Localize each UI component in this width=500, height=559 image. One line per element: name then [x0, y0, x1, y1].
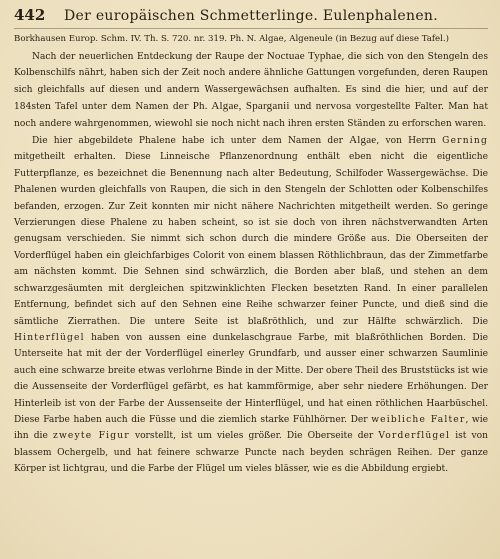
text-run: ist von blassem Ochergelb, und hat feinere schwarze Puncte nach beyden schrägen Reihen. Der ganze Körper ist lichtgrau, und die Farbe der Flügel um vieles blässer, wie es die Abbildung ergiebt.: [14, 431, 489, 475]
running-title: Der europäischen Schmetterlinge. Eulenphalenen.: [64, 8, 438, 24]
text-run: , die sich von den Stengeln des Kolbenschilfs nährt, haben sich der Zeit noch andere ähnliche Gattungen vorgefunden, deren Raupen sich gleichfalls auf diesen und andern Wassergewächsen aufhalten. Es sind die hier, und auf der 184sten Tafel unter dem Namen der: [14, 52, 488, 113]
text-run: Nach der neuerlichen Entdeckung der Raupe der: [32, 52, 267, 62]
spaced-emphasis: Hinterflügel: [14, 332, 85, 343]
page-header: [14, 6, 488, 29]
latin-name: Noctuae Typhae: [266, 50, 342, 62]
spaced-emphasis: Gerning: [442, 136, 488, 147]
spaced-emphasis: weibliche Falter: [371, 414, 466, 425]
latin-name: Algae: [349, 134, 377, 147]
text-run: mitgetheilt erhalten. Diese Linneische Pflanzenordnung enthält eben nicht die eigentliche Futterpflanze, es bezeichnet die Benennung nach alter Bedeutung, Schilfoder Wassergewächse. Die Phalenen wurden gleichfalls von Raupen, die sich in den Stengeln der Schlotten oder Kolbenschilfes befanden, erzogen. Zur Zeit konnten mir nicht nähere Nachrichten mitgetheilt werden. So geringe Verzierungen diese Phalene zu haben scheint, so ist sie doch von ihren nächstverwandten Arten genugsam verschieden. Sie nimmt sich schon durch die mindere Größe aus. Die Oberseiten der Vorderflügel haben ein gleichfarbiges Colorit von einem blassen Röthlichbraun, das der Zimmetfarbe am nächsten kommt. Die Sehnen sind schwärzlich, die Borden aber blaß, und stehen an dem schwarzgesäumten mit dergleichen spitzwinklichten Flecken besetzten Rand. In einer parallelen Entfernung, befindet sich auf den Sehnen eine Reihe schwarzer feiner Puncte, und dieß sind die sämtliche Zierrathen. Die untere Seite ist blaßröthlich, und zur Hälfte schwärzlich. Die: [14, 152, 488, 327]
page-number: 442: [14, 6, 46, 24]
text-run: Die hier abgebildete Phalene habe ich unter dem Namen der: [32, 136, 350, 147]
text-run: , von Herrn: [376, 136, 443, 147]
latin-name: nervosa: [315, 100, 352, 113]
citation: Borkhausen Europ. Schm. IV. Th. S. 720. nr. 319. Ph. N. Algae, Algeneule (in Bezug auf diese Tafel.): [14, 34, 449, 44]
spaced-emphasis: Vorderflügel: [378, 431, 451, 442]
paragraph-description: [14, 132, 488, 478]
text-run: vorstellt, ist um vieles größer. Die Oberseite der: [129, 431, 379, 442]
spaced-emphasis: zweyte Figur: [52, 431, 130, 442]
text-run: haben von aussen eine dunkelaschgraue Farbe, mit blaßröthlichen Borden. Die Unterseite hat mit der der Vorderflügel einerley Grundfarb, und ausser einer schwarzen Saumlinie auch eine schwarze breite etwas verlohrne Binde in der Mitte. Der obere Theil des Bruststücks ist wie die Aussenseite der Vorderflügel gefärbt, es hat kammförmige, aber sehr niedere Erhöhungen. Der Hinterleib ist von der Farbe der Aussenseite der Hinterflügel, und hat einen röthlichen Haarbüschel. Diese Farbe haben auch die Füsse und die ziemlich starke Fühlhörner. Der: [14, 332, 488, 425]
text-run: vorgestellte Falter. Man hat noch andere wahrgenommen, wiewohl sie noch nicht nach ihren ersten Ständen zu erforschen waren.: [14, 102, 488, 129]
text-run: und: [289, 102, 316, 113]
text-run: , wie ihn die: [14, 414, 488, 442]
latin-name: Ph. Algae, Sparganii: [192, 100, 290, 113]
paragraph-intro: [14, 48, 488, 132]
